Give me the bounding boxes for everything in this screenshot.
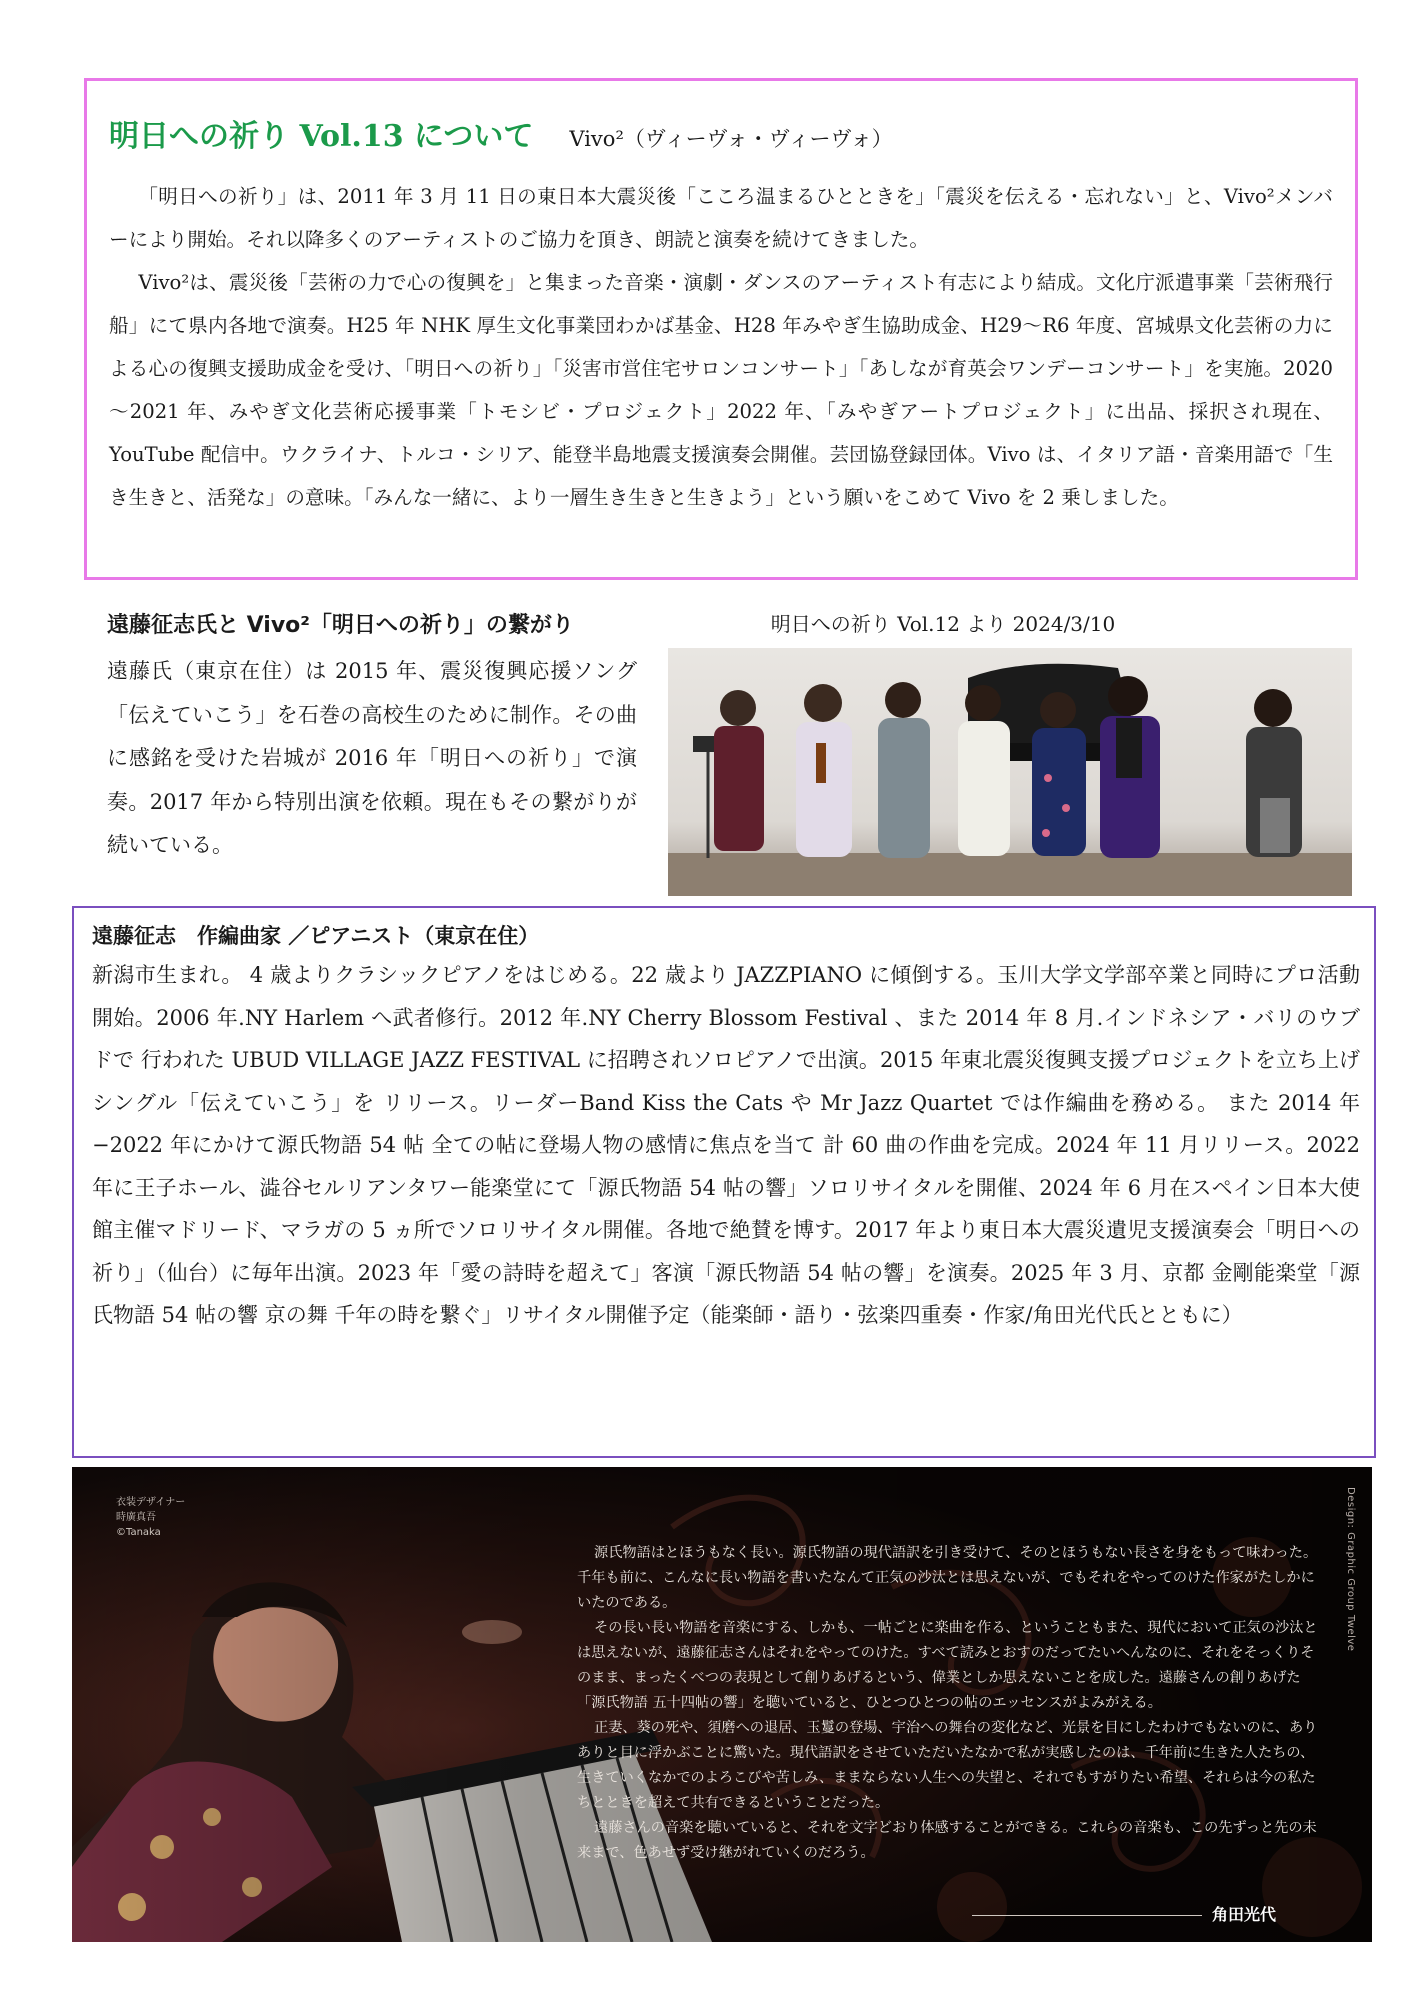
essay-paragraph-1: 源氏物語はとほうもなく長い。源氏物語の現代語訳を引き受けて、そのとほうもない長さを身をもって味わった。千年も前に、こんなに長い物語を書いたなんて正気の沙汰とは思えないが、でもそれをやってのけた作家がたしかにいたのである。 <box>577 1545 1318 1611</box>
about-paragraph-1: 「明日への祈り」は、2011 年 3 月 11 日の東日本大震災後「こころ温まるひとときを」「震災を伝える・忘れない」と、Vivo²メンバーにより開始。それ以降多くのアーティストのご協力を頂き、朗読と演奏を続けてきました。 <box>109 185 1333 251</box>
about-title: 明日への祈り Vol.13 について <box>109 119 534 154</box>
essay-paragraph-2: その長い長い物語を音楽にする、しかも、一帖ごとに楽曲を作る、ということもまた、現代において正気の沙汰とは思えないが、遠藤征志さんはそれをやってのけた。すべて読みとおすのだってたいへんなのに、それをそっくりそのまま、まったくべつの表現として創りあげるという、偉業としか思えないことを成した。遠藤さんの創りあげた「源氏物語 五十四帖の響」を聴いていると、ひとつひとつの帖のエッセンスがよみがえる。 <box>577 1620 1318 1711</box>
about-paragraph-2: Vivo²は、震災後「芸術の力で心の復興を」と集まった音楽・演劇・ダンスのアーティスト有志により結成。文化庁派遣事業「芸術飛行船」にて県内各地で演奏。H25 年 NHK 厚生文化事業団わかば基金、H28 年みやぎ生協助成金、H29～R6 年度、宮城県文化芸術の力による心の復興支援助成金を受け、「明日への祈り」「災害市営住宅サロンコンサート」「あしなが育英会ワンデーコンサート」を実施。2020～2021 年、みやぎ文化芸術応援事業「トモシビ・プロジェクト」2022 年、「みやぎアートプロジェクト」に出品、採択され現在、YouTube 配信中。ウクライナ、トルコ・シリア、能登半島地震支援演奏会開催。芸団協登録団体。Vivo は、イタリア語・音楽用語で「生き生きと、活発な」の意味。「みんな一緒に、より一層生き生きと生きよう」という願いをこめて Vivo を 2 乗しました。 <box>109 271 1333 509</box>
profile-section-box <box>72 906 1376 1458</box>
costume-credit <box>116 1495 185 1540</box>
group-photo <box>668 648 1352 896</box>
about-subtitle: Vivo²（ヴィーヴォ・ヴィーヴォ） <box>569 127 893 151</box>
credit-line-3: ©Tanaka <box>116 1527 161 1538</box>
about-title-row <box>109 111 1333 155</box>
essay-text <box>577 1541 1322 1866</box>
about-body <box>109 175 1333 519</box>
connection-text: 遠藤氏（東京在住）は 2015 年、震災復興応援ソング「伝えていこう」を石巻の高校生のために制作。その曲に感銘を受けた岩城が 2016 年「明日への祈り」で演奏。2017 年から特別出演を依頼。現在もその繋がりが続いている。 <box>107 659 637 857</box>
credit-line-2: 時廣真吾 <box>116 1512 156 1523</box>
profile-heading: 遠藤征志 作編曲家 ／ピアニスト（東京在住） <box>92 924 540 948</box>
photo-caption: 明日への祈り Vol.12 より 2024/3/10 <box>770 612 1116 636</box>
connection-section <box>107 606 637 868</box>
essay-paragraph-4: 遠藤さんの音楽を聴いていると、それを文字どおり体感することができる。これらの音楽も、この先ずっと先の未来まで、色あせず受け継がれていくのだろう。 <box>577 1820 1317 1861</box>
concert-banner <box>72 1467 1372 1942</box>
credit-line-1: 衣装デザイナー <box>116 1497 186 1508</box>
author-divider <box>972 1915 1202 1916</box>
profile-text: 新潟市生まれ。 4 歳よりクラシックピアノをはじめる。22 歳より JAZZPIANO に傾倒する。玉川大学文学部卒業と同時にプロ活動開始。2006 年.NY Harlem へ武者修行。2012 年.NY Cherry Blossom Festival 、また 2014 年 8 月.インドネシア・バリのウブドで 行われた UBUD VILLAGE JAZZ FESTIVAL に招聘されソロピアノで出演。2015 年東北震災復興支援プロジェクトを立ち上げ シングル「伝えていこう」を リリース。リーダーBand Kiss the Cats や Mr Jazz Quartet では作編曲を務める。 また 2014 年−2022 年にかけて源氏物語 54 帖 全ての帖に登場人物の感情に焦点を当て 計 60 曲の作曲を完成。2024 年 11 月リリース。2022 年に王子ホール、澁谷セルリアンタワー能楽堂にて「源氏物語 54 帖の響」ソロリサイタルを開催、2024 年 6 月在スペイン日本大使館主催マドリード、マラガの 5 ヵ所でソロリサイタル開催。各地で絶賛を博す。2017 年より東日本大震災遺児支援演奏会「明日への祈り」（仙台）に毎年出演。2023 年「愛の詩時を超えて」客演「源氏物語 54 帖の響」を演奏。2025 年 3 月、京都 金剛能楽堂「源氏物語 54 帖の響 京の舞 千年の時を繋ぐ」リサイタル開催予定（能楽師・語り・弦楽四重奏・作家/角田光代氏とともに） <box>92 963 1360 1327</box>
design-credit: Design: Graphic Group Twelve <box>1345 1487 1356 1652</box>
connection-heading: 遠藤征志氏と Vivo²「明日への祈り」の繋がり <box>107 613 574 638</box>
about-section-box <box>84 78 1358 580</box>
essay-paragraph-3: 正妻、葵の死や、須磨への退居、玉鬘の登場、宇治への舞台の変化など、光景を目にしたわけでもないのに、ありありと目に浮かぶことに驚いた。現代語訳をさせていただいたなかで私が実感したのは、千年前に生きた人たちの、生きていくなかでのよろこびや苦しみ、ままならない人生への失望と、それでもすがりたい希望、それらは今の私たちとときを超えて共有できるということだった。 <box>577 1720 1318 1811</box>
essay-author: 角田光代 <box>1212 1905 1277 1924</box>
